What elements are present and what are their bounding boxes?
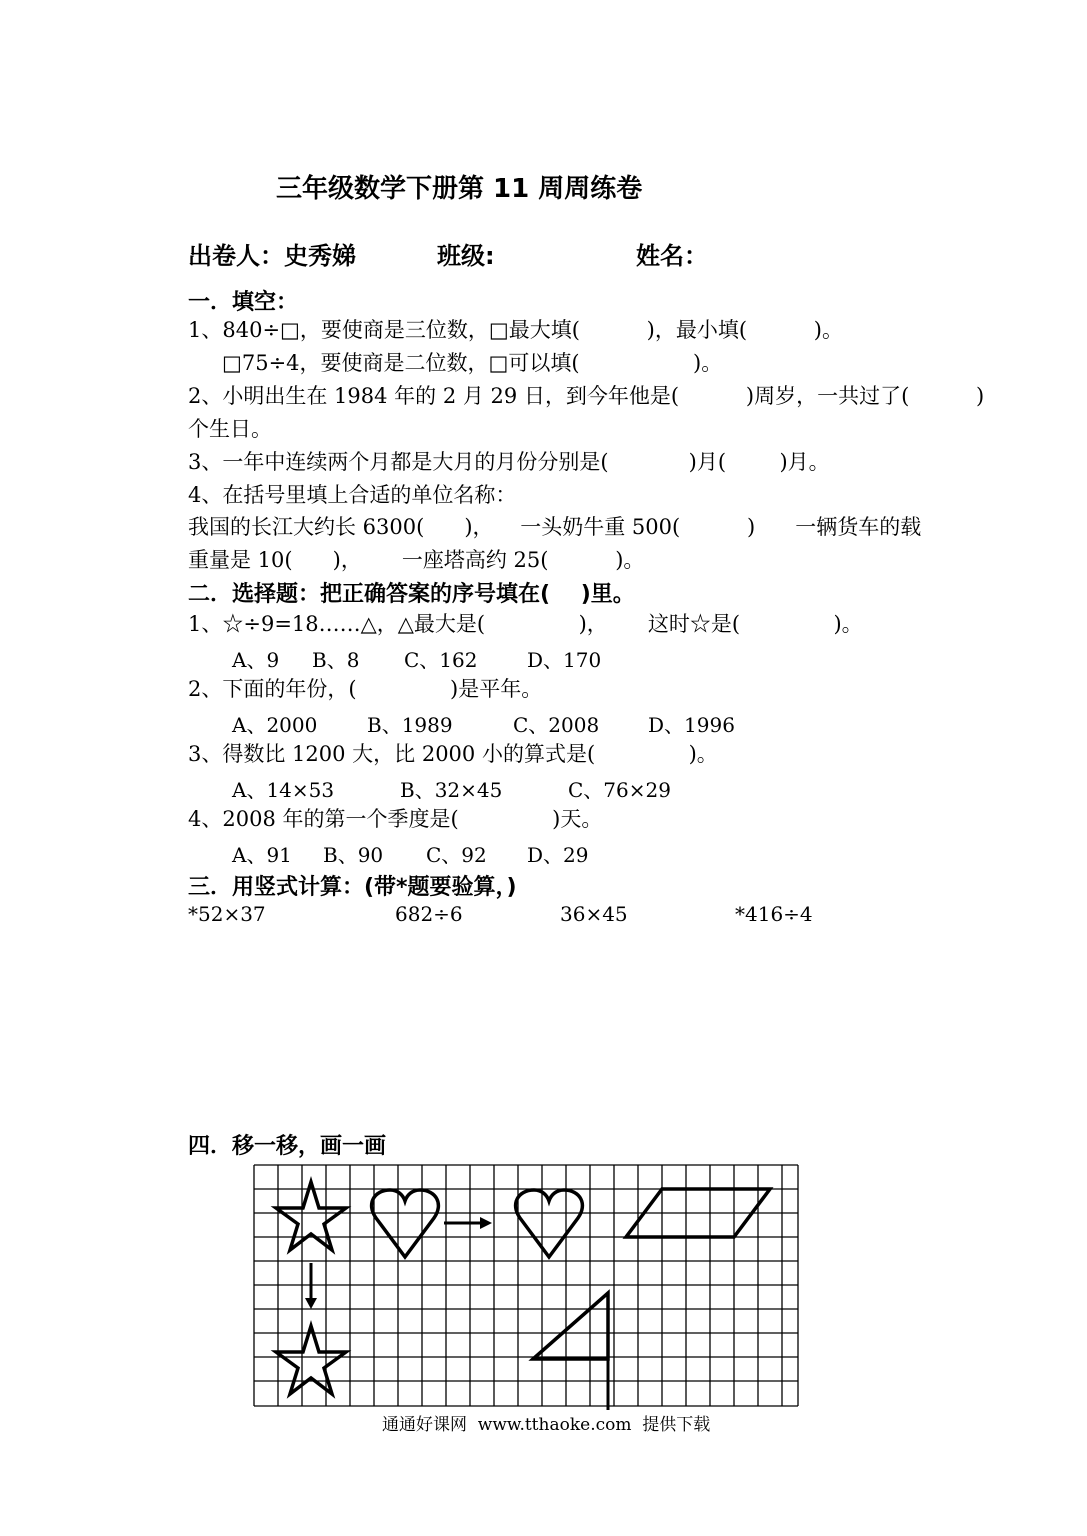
s2-q4-option-a: A、91 [232, 843, 292, 867]
s2-q1-option-a: A、9 [232, 648, 280, 672]
s2-q3-option-b: B、32×45 [400, 778, 503, 802]
calc-item-4: *416÷4 [735, 902, 813, 926]
worksheet-title: 三年级数学下册第 11 周周练卷 [276, 174, 643, 204]
q4a-text: 我国的长江大约长 6300( )， 一头奶牛重 500( ) 一辆货车的载 [188, 515, 922, 539]
s2-q4-option-c: C、92 [426, 843, 487, 867]
s2-q3-text: 3、得数比 1200 大，比 2000 小的算式是( )。 [188, 742, 718, 766]
down-arrow-icon [305, 1263, 317, 1309]
s2-q1-option-c: C、162 [404, 648, 478, 672]
s2-q1-option-d: D、170 [527, 648, 602, 672]
s2-q4-option-b: B、90 [323, 843, 384, 867]
s2-q2-option-c: C、2008 [513, 713, 600, 737]
right-arrow-icon [444, 1217, 492, 1229]
section1-heading: 一．填空： [188, 290, 299, 315]
name-label: 姓名： [636, 242, 708, 270]
calc-item-2: 682÷6 [395, 902, 463, 926]
star-shape-bottom [276, 1326, 346, 1394]
calc-item-1: *52×37 [188, 902, 266, 926]
s2-q2-option-a: A、2000 [232, 713, 318, 737]
author-label: 出卷人：史秀娣 [188, 242, 356, 270]
q1a-text: 1、840÷□，要使商是三位数，□最大填( )，最小填( )。 [188, 318, 843, 342]
q2a-text: 2、小明出生在 1984 年的 2 月 29 日，到今年他是( )周岁，一共过了( ) [188, 384, 985, 408]
q1b-text: □75÷4，要使商是二位数，□可以填( )。 [222, 351, 723, 375]
section2-heading: 二．选择题：把正确答案的序号填在( )里。 [188, 582, 635, 607]
s2-q3-option-c: C、76×29 [568, 778, 671, 802]
s2-q2-option-d: D、1996 [648, 713, 735, 737]
q4b-text: 重量是 10( )， 一座塔高约 25( )。 [188, 548, 645, 572]
calc-item-3: 36×45 [560, 902, 628, 926]
section4-heading: 四．移一移，画一画 [188, 1134, 387, 1159]
star-shape-top [276, 1182, 346, 1250]
heart-shape-left [372, 1190, 439, 1257]
s2-q2-text: 2、下面的年份，( )是平年。 [188, 677, 543, 701]
triangle-shape [533, 1293, 608, 1359]
q2b-text: 个生日。 [188, 417, 272, 441]
q3-text: 3、一年中连续两个月都是大月的月份分别是( )月( )月。 [188, 450, 830, 474]
heart-shape-right [516, 1190, 583, 1257]
s2-q1-text: 1、☆÷9=18……△，△最大是( )， 这时☆是( )。 [188, 612, 863, 636]
footer-credit: 通通好课网 www.tthaoke.com 提供下载 [382, 1415, 711, 1435]
s2-q2-option-b: B、1989 [367, 713, 453, 737]
s2-q4-option-d: D、29 [527, 843, 589, 867]
s2-q1-option-b: B、8 [312, 648, 360, 672]
class-label: 班级: [437, 242, 495, 270]
s2-q3-option-a: A、14×53 [232, 778, 335, 802]
q4-text: 4、在括号里填上合适的单位名称： [188, 483, 517, 507]
grid-lines [254, 1165, 798, 1406]
section3-heading: 三．用竖式计算：(带*题要验算，) [188, 875, 517, 900]
s2-q4-text: 4、2008 年的第一个季度是( )天。 [188, 807, 603, 831]
